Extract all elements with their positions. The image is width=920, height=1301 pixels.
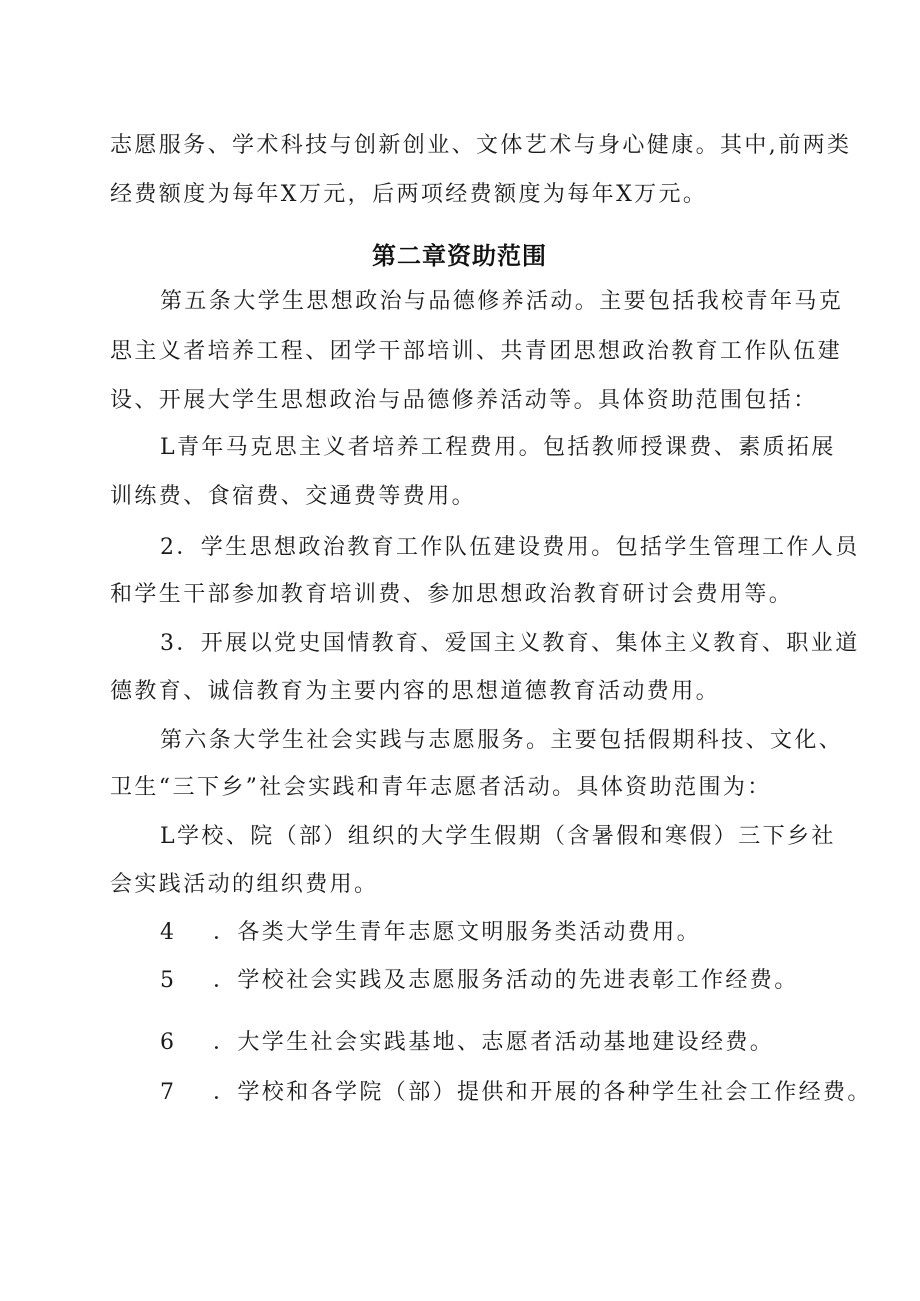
list-item-text: ．各类大学生青年志愿文明服务类活动费用。 bbox=[213, 920, 702, 945]
article5-item1-line: 训练费、食宿费、交通费等费用。 bbox=[110, 484, 477, 509]
list-item-text: ．大学生社会实践基地、志愿者活动基地建设经费。 bbox=[213, 1030, 775, 1055]
chapter-title: 第二章资助范围 bbox=[372, 242, 547, 270]
article5-item1-line: L青年马克思主义者培养工程费用。包括教师授课费、素质拓展 bbox=[160, 435, 836, 460]
article5-item3-line: 德教育、诚信教育为主要内容的思想道德教育活动费用。 bbox=[110, 679, 721, 704]
list-item-number: 7 bbox=[160, 1080, 174, 1105]
article5-line: 第五条大学生思想政治与品德修养活动。主要包括我校青年马克 bbox=[160, 289, 844, 314]
article5-line: 设、开展大学生思想政治与品德修养活动等。具体资助范围包括： bbox=[110, 388, 818, 413]
article5-item3-line: 3．开展以党史国情教育、爱国主义教育、集体主义教育、职业道 bbox=[160, 631, 860, 656]
article5-item2-line: 2．学生思想政治教育工作队伍建设费用。包括学生管理工作人员 bbox=[160, 535, 860, 560]
list-item-number: 4 bbox=[160, 920, 174, 945]
article6-line: 卫生“三下乡”社会实践和青年志愿者活动。具体资助范围为： bbox=[110, 775, 772, 800]
article6-item1-line: L学校、院（部）组织的大学生假期（含暑假和寒假）三下乡社 bbox=[160, 824, 836, 849]
article5-item2-line: 和学生干部参加教育培训费、参加思想政治教育研讨会费用等。 bbox=[110, 582, 794, 607]
article5-line: 思主义者培养工程、团学干部培训、共青团思想政治教育工作队伍建 bbox=[110, 339, 843, 364]
article6-line: 第六条大学生社会实践与志愿服务。主要包括假期科技、文化、 bbox=[160, 728, 844, 753]
article6-item1-line: 会实践活动的组织费用。 bbox=[110, 872, 379, 897]
list-item-number: 5 bbox=[160, 968, 174, 993]
intro-line: 志愿服务、学术科技与创新创业、文体艺术与身心健康。其中,前两类 bbox=[110, 133, 852, 158]
list-item-number: 6 bbox=[160, 1030, 174, 1055]
list-item-text: ．学校和各学院（部）提供和开展的各种学生社会工作经费。 bbox=[213, 1080, 872, 1105]
intro-line: 经费额度为每年X万元，后两项经费额度为每年X万元。 bbox=[110, 182, 708, 207]
list-item-text: ．学校社会实践及志愿服务活动的先进表彰工作经费。 bbox=[213, 968, 799, 993]
